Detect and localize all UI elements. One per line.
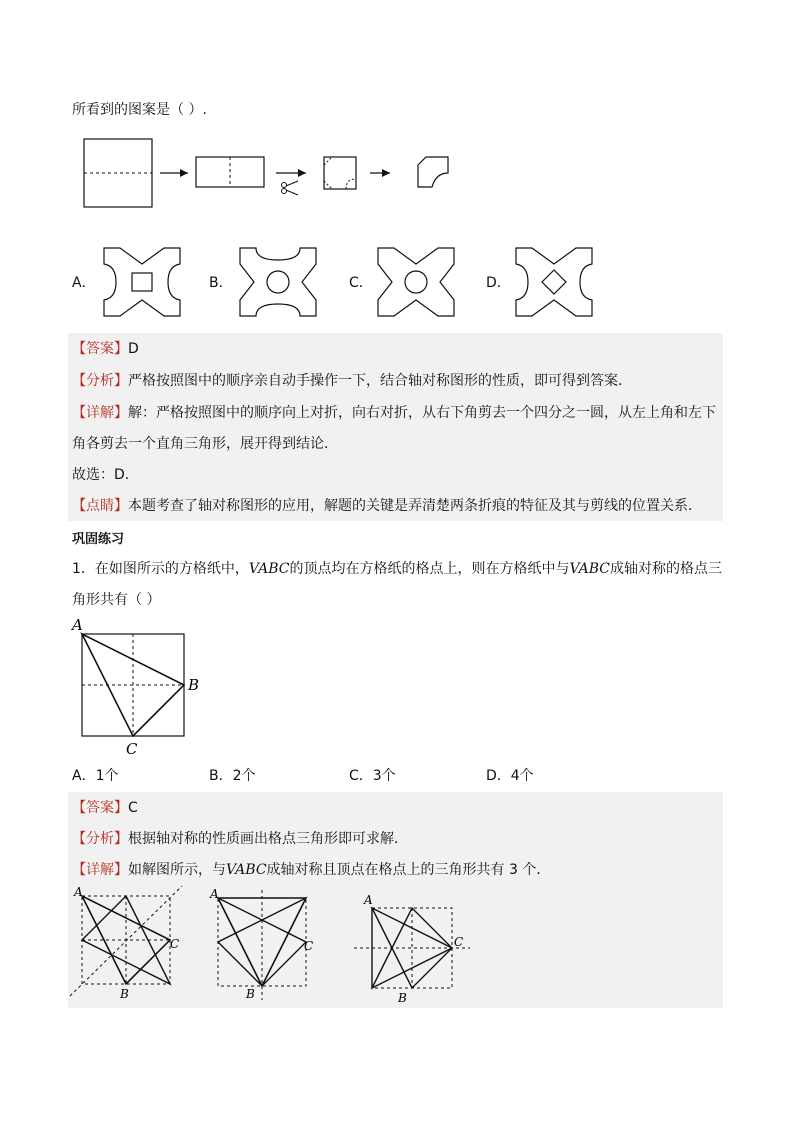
q1-answer-line — [72, 339, 139, 359]
vertex-b-label: B — [246, 987, 255, 1001]
solution-figure-1 — [66, 886, 186, 1004]
q2-answer-line — [72, 798, 138, 818]
q2-option-a: A．1个 — [72, 768, 119, 784]
q1-analysis-line — [72, 371, 632, 391]
q1-detail-line-2: 角各剪去一个直角三角形，展开得到结论． — [72, 436, 338, 452]
q1-detail-line-1 — [72, 403, 716, 423]
analysis-tag: 【分析】 — [72, 831, 128, 847]
triangle-symbol: VABC — [569, 561, 610, 577]
vertex-c-label: C — [126, 740, 138, 758]
folding-sequence-diagram — [80, 135, 460, 215]
q1-option-b-figure — [240, 248, 316, 316]
q2-detail-line: 【详解】如解图所示，与VABC成轴对称且顶点在格点上的三角形共有 3 个． — [72, 862, 551, 878]
q2-question-line-1: 1．在如图所示的方格纸中，VABC的顶点均在方格纸的格点上，则在方格纸中与VABC成轴对称的格点三 — [72, 561, 722, 577]
answer-value: D — [128, 341, 139, 357]
q2-grid-figure — [70, 614, 210, 760]
vertex-a-label: A — [72, 616, 83, 634]
q1-option-d-figure — [516, 248, 592, 316]
answer-tag: 【答案】 — [72, 800, 128, 816]
q2-question-line-2: 角形共有（ ） — [72, 592, 161, 608]
answer-tag: 【答案】 — [72, 341, 128, 357]
q1-option-a-label: A． — [72, 275, 96, 291]
q1-option-d-label: D． — [486, 275, 511, 291]
vertex-a-label: A — [210, 887, 219, 901]
vertex-b-label: B — [120, 987, 129, 1001]
vertex-c-label: C — [454, 935, 464, 949]
detail-tag: 【详解】 — [72, 862, 128, 878]
vertex-a-label: A — [74, 885, 83, 899]
q1-option-c-figure — [378, 248, 454, 316]
analysis-text: 严格按照图中的顺序亲自动手操作一下，结合轴对称图形的性质，即可得到答案． — [128, 373, 632, 389]
detail-tag: 【详解】 — [72, 405, 128, 421]
q2-analysis-line — [72, 829, 408, 849]
vertex-a-label: A — [364, 893, 373, 907]
q1-option-c-label: C． — [349, 275, 373, 291]
vertex-b-label: B — [398, 991, 407, 1005]
q1-option-b-label: B． — [209, 275, 233, 291]
comment-text: 本题考查了轴对称图形的应用，解题的关键是弄清楚两条折痕的特征及其与剪线的位置关系． — [128, 498, 702, 514]
q1-choice-line: 故选：D． — [72, 467, 139, 483]
solution-figure-2 — [206, 886, 326, 1004]
q1-option-a-figure — [104, 248, 180, 316]
intro-line: 所看到的图案是（ ）. — [72, 102, 207, 118]
triangle-symbol: VABC — [226, 862, 267, 878]
q1-solution-box — [68, 333, 723, 521]
answer-value: C — [128, 800, 138, 816]
q2-option-b: B．2个 — [209, 768, 256, 784]
comment-tag: 【点睛】 — [72, 498, 128, 514]
vertex-c-label: C — [170, 937, 180, 951]
solution-figure-3 — [350, 890, 474, 1004]
q1-comment-line — [72, 496, 702, 516]
vertex-c-label: C — [304, 939, 314, 953]
q2-option-c: C．3个 — [349, 768, 396, 784]
triangle-symbol: VABC — [248, 561, 290, 577]
scissors-icon — [282, 181, 299, 195]
analysis-tag: 【分析】 — [72, 373, 128, 389]
analysis-text: 根据轴对称的性质画出格点三角形即可求解． — [128, 831, 408, 847]
q2-option-d: D．4个 — [486, 768, 534, 784]
detail-text-1: 解：严格按照图中的顺序向上对折，向右对折，从右下角剪去一个四分之一圆，从左上角和左下 — [128, 405, 716, 421]
section-title: 巩固练习 — [72, 532, 125, 547]
vertex-b-label: B — [188, 676, 200, 694]
